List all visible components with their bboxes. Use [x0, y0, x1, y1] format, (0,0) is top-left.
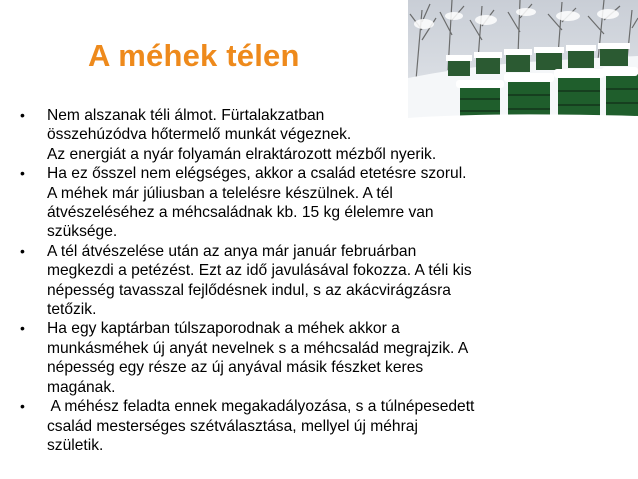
bullet-line: megkezdi a petézést. Ezt az idő javulásával fokozza. A téli kis [47, 262, 472, 280]
slide-title: A méhek télen [88, 38, 300, 73]
bullet-line: család mesterséges szétválasztása, mellyel új méhraj [47, 417, 418, 435]
bullet-line: magának. [47, 378, 116, 396]
bullet-line: Ha ez ősszel nem elégséges, akkor a család etetésre szorul. [47, 165, 467, 183]
bullet-line: születik. [47, 436, 104, 454]
bullet-line: Ha egy kaptárban túlszaporodnak a méhek akkor a [47, 320, 400, 338]
bullet-marker: • [20, 398, 25, 415]
bullet-list [20, 106, 630, 455]
bullet-line: népesség tavasszal fejlődésnek indul, s az akácvirágzásra [47, 281, 451, 299]
bullet-marker: • [20, 242, 25, 259]
bullet-line: munkásméhek új anyát nevelnek s a méhcsalád megrajzik. A [47, 339, 469, 357]
bullet-line: Az energiát a nyár folyamán elraktározott mézből nyerik. [47, 145, 437, 163]
bullet-item [20, 106, 630, 164]
bullet-line: átvészeléséhez a méhcsaládnak kb. 15 kg élelemre van [47, 204, 434, 222]
bullet-item [20, 242, 630, 320]
bullet-line: A tél átvészelése után az anya már január februárban [47, 242, 417, 260]
bullet-line: Nem alszanak téli álmot. Fürtalakzatban [47, 107, 325, 124]
bullet-marker: • [20, 320, 25, 337]
bullet-item [20, 164, 630, 242]
bullet-line: szüksége. [47, 223, 118, 241]
bullet-item [20, 319, 630, 397]
bullet-line: tetőzik. [47, 301, 97, 319]
bullet-line: népesség egy része az új anyával másik fészket keres [47, 359, 424, 377]
bullet-line: A méhész feladta ennek megakadályozása, s a túlnépesedett [47, 398, 475, 416]
bullet-marker: • [20, 107, 25, 123]
bullet-item [20, 397, 630, 455]
bullet-line: A méhek már júliusban a telelésre készülnek. A tél [47, 184, 393, 202]
bullet-line: összehúzódva hőtermelő munkát végeznek. [47, 126, 352, 144]
bullet-marker: • [20, 165, 25, 182]
